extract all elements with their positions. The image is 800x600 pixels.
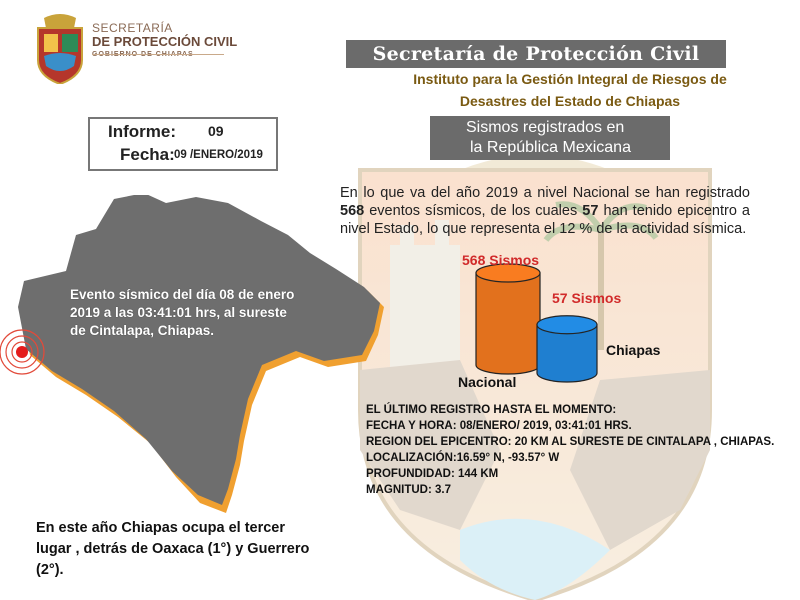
record-region: REGION DEL EPICENTRO: 20 KM AL SURESTE DE CINTALAPA , CHIAPAS. xyxy=(366,436,775,448)
summary-text xyxy=(340,184,750,238)
category-label-nacional: Nacional xyxy=(458,374,517,390)
summary-chiapas-count: 57 xyxy=(582,203,599,219)
summary-part1: En lo que va del año 2019 a nivel Nacional se han registrado xyxy=(340,185,750,201)
record-heading: EL ÚLTIMO REGISTRO HASTA EL MOMENTO: xyxy=(366,404,617,416)
logo-line1: SECRETARÍA xyxy=(92,21,173,35)
informe-number: 09 xyxy=(208,123,224,139)
cyl-nacional-body xyxy=(476,273,540,374)
epicenter-marker xyxy=(0,330,44,374)
latest-record xyxy=(366,402,774,498)
chiapas-coat-of-arms-logo xyxy=(34,14,86,84)
record-location: LOCALIZACIÓN:16.59° N, -93.57° W xyxy=(366,452,560,464)
fecha-value: 09 /ENERO/2019 xyxy=(174,149,263,161)
chiapas-map xyxy=(0,195,400,525)
summary-part2: eventos sísmicos, de los cuales xyxy=(364,203,583,219)
institute-line2: Desastres del Estado de Chiapas xyxy=(459,93,681,109)
record-magnitude: MAGNITUD: 3.7 xyxy=(366,484,451,496)
fecha-label: Fecha: xyxy=(120,145,175,164)
ranking-text: En este año Chiapas ocupa el tercer lugar , detrás de Oaxaca (1°) y Guerrero (2°). xyxy=(36,520,310,578)
institute-line1: Instituto para la Gestión Integral de Riesgos de xyxy=(413,71,727,87)
page-title: Secretaría de Protección Civil xyxy=(346,40,726,68)
section-heading-line1: Sismos registrados en xyxy=(466,119,625,136)
record-datetime: FECHA Y HORA: 08/ENERO/ 2019, 03:41:01 HRS. xyxy=(366,420,632,432)
section-heading-line2: la República Mexicana xyxy=(470,139,631,156)
cyl-chiapas-top xyxy=(537,316,597,334)
logo-divider xyxy=(92,54,224,55)
institute-name xyxy=(380,68,760,112)
bar-nacional xyxy=(476,264,540,374)
event-description: Evento sísmico del día 08 de enero 2019 a las 03:41:01 hrs, al sureste de Cintalapa, Chiapas. xyxy=(70,287,295,338)
logo-line2: DE PROTECCIÓN CIVIL xyxy=(92,33,238,49)
informe-label: Informe: xyxy=(108,122,176,141)
category-label-chiapas: Chiapas xyxy=(606,342,661,358)
record-depth: PROFUNDIDAD: 144 KM xyxy=(366,468,499,480)
earthquake-cylinder-chart xyxy=(440,245,690,395)
summary-nacional-count: 568 xyxy=(340,203,365,219)
section-heading xyxy=(430,116,670,160)
summary-part3: han tenido epicentro a nivel Estado, lo que representa el 12 % de la actividad sísmica. xyxy=(340,203,750,237)
report-info-box xyxy=(88,117,278,171)
bar-chiapas xyxy=(537,316,597,382)
value-label-chiapas: 57 Sismos xyxy=(552,290,622,306)
value-label-nacional: 568 Sismos xyxy=(462,252,540,268)
